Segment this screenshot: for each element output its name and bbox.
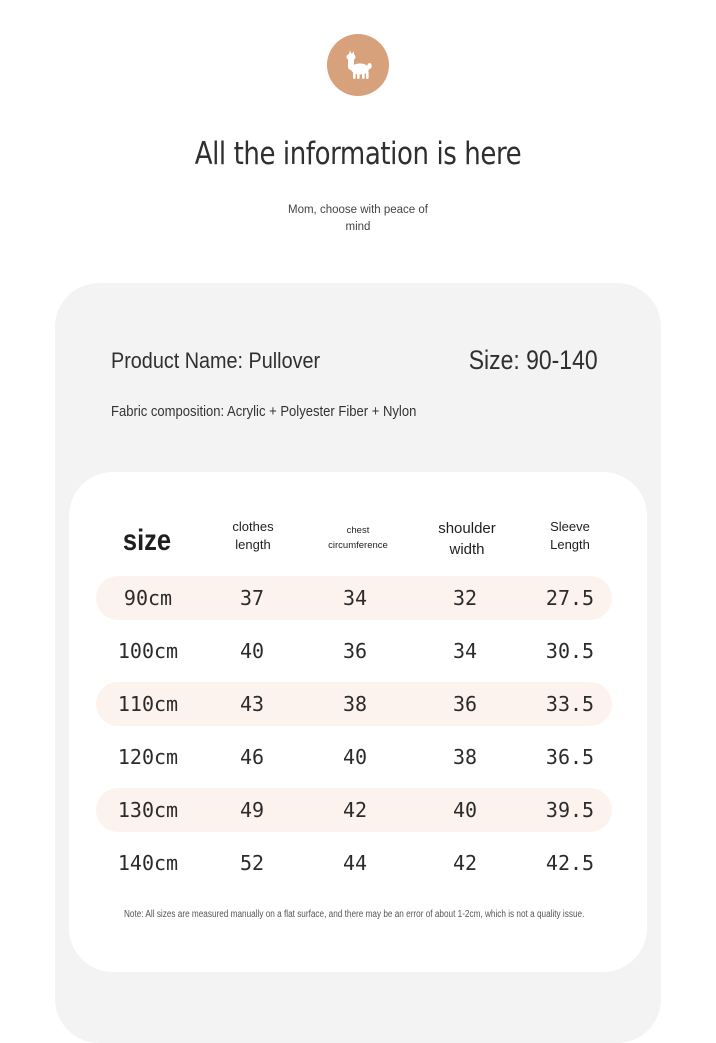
alpaca-icon bbox=[341, 48, 375, 82]
sleeve-cell: 30.5 bbox=[545, 639, 595, 663]
header-shoulder-width bbox=[422, 518, 512, 560]
shoulder-cell: 42 bbox=[452, 851, 478, 875]
header-clothes-length bbox=[213, 518, 293, 554]
brand-logo bbox=[327, 34, 389, 96]
size-cell: 140cm bbox=[117, 851, 179, 875]
table-row bbox=[96, 629, 612, 673]
header-chest-line-2: circumference bbox=[328, 540, 388, 551]
sleeve-cell: 27.5 bbox=[545, 586, 595, 610]
size-cell: 120cm bbox=[117, 745, 179, 769]
clothes-length-cell: 37 bbox=[239, 586, 265, 610]
sleeve-cell: 39.5 bbox=[545, 798, 595, 822]
header-sleeve-length bbox=[530, 518, 610, 554]
shoulder-cell: 40 bbox=[452, 798, 478, 822]
shoulder-cell: 38 bbox=[452, 745, 478, 769]
table-row bbox=[96, 735, 612, 779]
header-clothes-length-line-2: length bbox=[235, 537, 271, 552]
header-clothes-length-line-1: clothes bbox=[232, 519, 274, 534]
shoulder-cell: 32 bbox=[452, 586, 478, 610]
subheadline-line-1: Mom, choose with peace of bbox=[288, 204, 428, 216]
chest-cell: 38 bbox=[342, 692, 368, 716]
header-shoulder-line-1: shoulder bbox=[438, 520, 496, 537]
clothes-length-cell: 49 bbox=[239, 798, 265, 822]
size-cell: 100cm bbox=[117, 639, 179, 663]
size-cell: 130cm bbox=[117, 798, 179, 822]
page-headline: All the information is here bbox=[194, 136, 522, 172]
table-row bbox=[96, 788, 612, 832]
chest-cell: 44 bbox=[342, 851, 368, 875]
chest-cell: 34 bbox=[342, 586, 368, 610]
chest-cell: 42 bbox=[342, 798, 368, 822]
clothes-length-cell: 43 bbox=[239, 692, 265, 716]
sleeve-cell: 42.5 bbox=[545, 851, 595, 875]
table-row bbox=[96, 841, 612, 885]
table-row bbox=[96, 682, 612, 726]
page-subheadline bbox=[278, 202, 438, 236]
header-sleeve-line-2: Length bbox=[550, 537, 590, 552]
size-range: Size: 90-140 bbox=[469, 345, 598, 375]
measurement-note: Note: All sizes are measured manually on a flat surface, and there may be an error of about 1-2cm, which is not a quality issue. bbox=[124, 909, 585, 920]
sleeve-cell: 33.5 bbox=[545, 692, 595, 716]
chest-cell: 36 bbox=[342, 639, 368, 663]
header-shoulder-line-2: width bbox=[449, 541, 485, 558]
sleeve-cell: 36.5 bbox=[545, 745, 595, 769]
header-chest-circumference bbox=[310, 523, 406, 553]
subheadline-line-2: mind bbox=[345, 221, 371, 233]
fabric-composition: Fabric composition: Acrylic + Polyester Fiber + Nylon bbox=[111, 404, 417, 420]
shoulder-cell: 36 bbox=[452, 692, 478, 716]
table-row bbox=[96, 576, 612, 620]
header-chest-line-1: chest bbox=[346, 525, 370, 536]
product-name: Product Name: Pullover bbox=[111, 348, 321, 373]
header-sleeve-line-1: Sleeve bbox=[550, 519, 590, 534]
size-cell: 110cm bbox=[117, 692, 179, 716]
clothes-length-cell: 52 bbox=[239, 851, 265, 875]
size-table-header bbox=[0, 510, 716, 570]
header-size: size bbox=[122, 524, 172, 557]
clothes-length-cell: 40 bbox=[239, 639, 265, 663]
size-cell: 90cm bbox=[123, 586, 173, 610]
clothes-length-cell: 46 bbox=[239, 745, 265, 769]
chest-cell: 40 bbox=[342, 745, 368, 769]
shoulder-cell: 34 bbox=[452, 639, 478, 663]
